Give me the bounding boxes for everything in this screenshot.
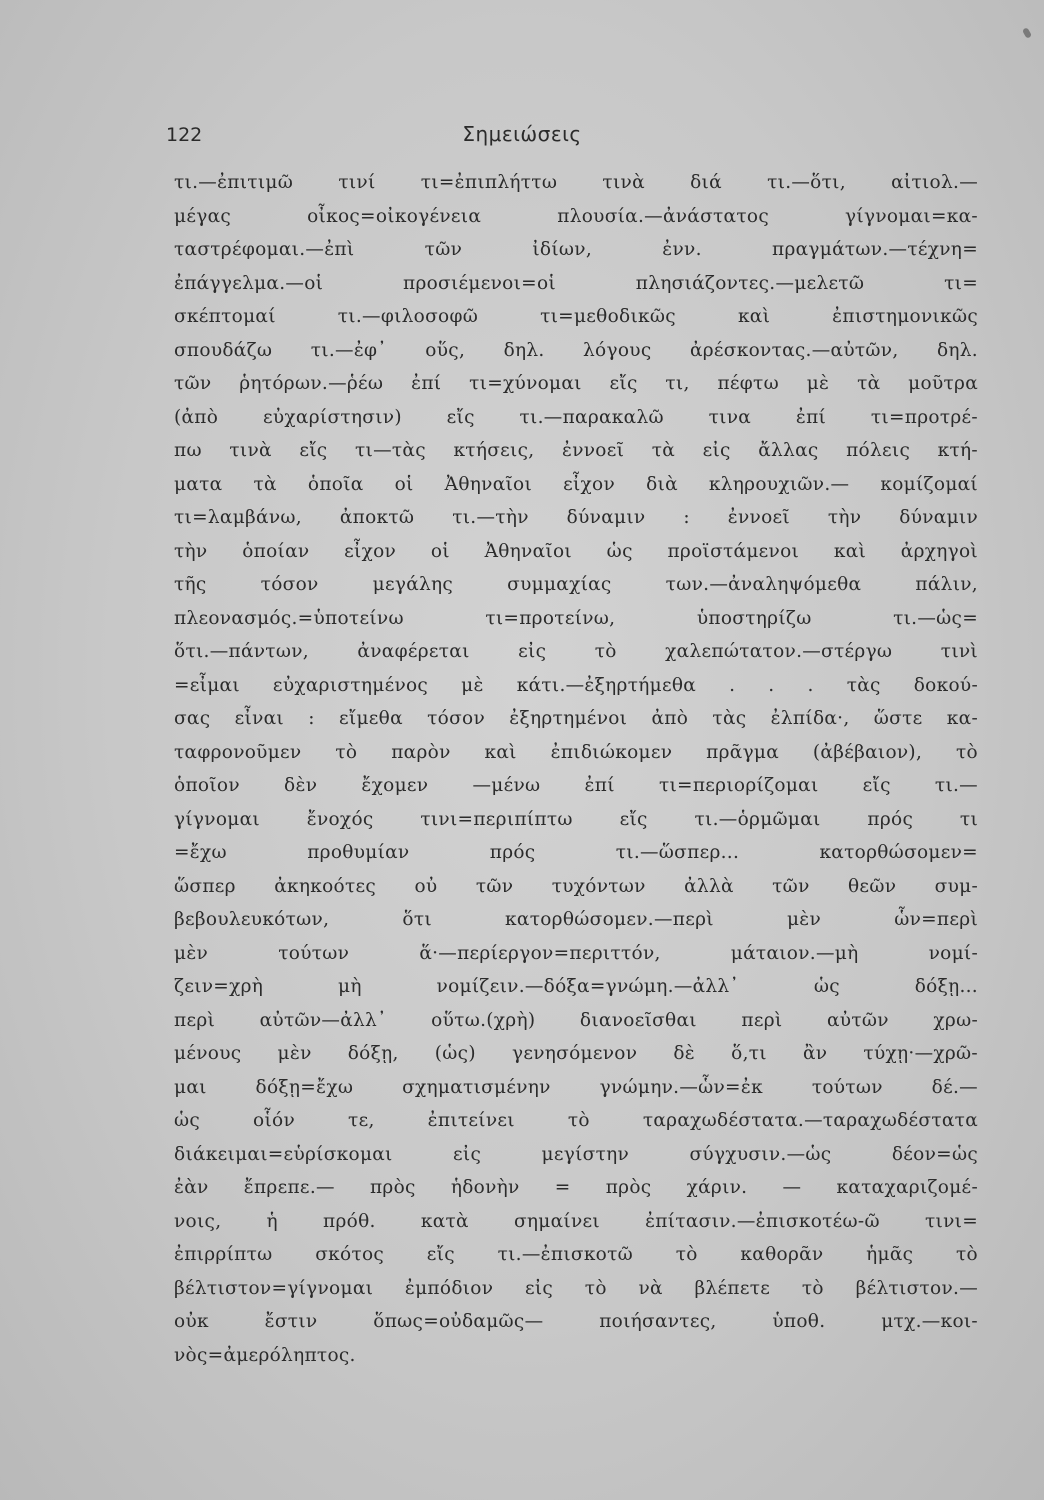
- text-line: =εἶμαι εὐχαριστημένος μὲ κάτι.—ἐξηρτήμεθα . . . τὰς δοκού-: [174, 674, 978, 696]
- text-line: μέγας οἶκος=οἰκογένεια πλουσία.—ἀνάστατος γίγνομαι=κα-: [174, 205, 978, 227]
- text-line: μὲν τούτων ἅ·—περίεργον=περιττόν, μάταιον.—μὴ νομί-: [174, 942, 978, 964]
- text-line: νοις, ἡ πρόθ. κατὰ σημαίνει ἐπίτασιν.—ἐπισκοτέω-ῶ τινι=: [174, 1210, 978, 1232]
- paper-blemish: [1022, 27, 1032, 39]
- text-line: ὡς οἷόν τε, ἐπιτείνει τὸ ταραχωδέστατα.—ταραχωδέστατα: [174, 1110, 978, 1131]
- text-line: ταφρονοῦμεν τὸ παρὸν καὶ ἐπιδιώκομεν πρᾶγμα (ἀβέβαιον), τὸ: [174, 741, 978, 763]
- text-line: ἐὰν ἔπρεπε.— πρὸς ἡδονὴν = πρὸς χάριν. — καταχαριζομέ-: [174, 1177, 978, 1198]
- text-line: μαι δόξῃ=ἔχω σχηματισμένην γνώμην.—ὧν=ἐκ τούτων δέ.—: [174, 1076, 978, 1098]
- text-line: σκέπτομαί τι.—φιλοσοφῶ τι=μεθοδικῶς καὶ ἐπιστημονικῶς: [174, 306, 978, 327]
- text-line: (ἀπὸ εὐχαρίστησιν) εἴς τι.—παρακαλῶ τινα ἐπί τι=προτρέ-: [174, 406, 978, 428]
- text-line: πλεονασμός.=ὑποτείνω τι=προτείνω, ὑποστηρίζω τι.—ὡς=: [174, 607, 978, 629]
- text-line: περὶ αὐτῶν—ἀλλ᾽ οὕτω.(χρὴ) διανοεῖσθαι περὶ αὐτῶν χρω-: [174, 1009, 978, 1031]
- text-line: ἐπάγγελμα.—οἱ προσιέμενοι=οἱ πλησιάζοντες.—μελετῶ τι=: [174, 272, 978, 294]
- text-line: ἐπιρρίπτω σκότος εἴς τι.—ἐπισκοτῶ τὸ καθορᾶν ἡμᾶς τὸ: [174, 1244, 978, 1265]
- text-line: βέλτιστον=γίγνομαι ἐμπόδιον εἰς τὸ νὰ βλέπετε τὸ βέλτιστον.—: [174, 1277, 978, 1299]
- text-line: διάκειμαι=εὑρίσκομαι εἰς μεγίστην σύγχυσιν.—ὡς δέον=ὡς: [174, 1143, 978, 1165]
- page-number: 122: [166, 124, 203, 146]
- text-line: =ἔχω προθυμίαν πρός τι.—ὥσπερ... κατορθώσομεν=: [174, 842, 978, 863]
- running-title: Σημειώσεις: [462, 122, 582, 146]
- text-line: μένους μὲν δόξῃ, (ὡς) γενησόμενον δὲ ὅ,τι ἂν τύχῃ·—χρῶ-: [174, 1043, 978, 1064]
- text-line: ζειν=χρὴ μὴ νομίζειν.—δόξα=γνώμη.—ἀλλ᾽ ὡς δόξῃ...: [174, 976, 978, 997]
- text-line: τῆς τόσον μεγάλης συμμαχίας των.—ἀναληψόμεθα πάλιν,: [174, 574, 978, 595]
- text-line: ὅτι.—πάντων, ἀναφέρεται εἰς τὸ χαλεπώτατον.—στέργω τινὶ: [174, 641, 978, 662]
- text-line: γίγνομαι ἔνοχός τινι=περιπίπτω εἴς τι.—ὁρμῶμαι πρός τι: [174, 808, 978, 830]
- text-line: τι=λαμβάνω, ἀποκτῶ τι.—τὴν δύναμιν : ἐννοεῖ τὴν δύναμιν: [174, 507, 978, 528]
- notes-body: [174, 166, 978, 1372]
- text-line: οὐκ ἔστιν ὅπως=οὐδαμῶς— ποιήσαντες, ὑποθ. μτχ.—κοι-: [174, 1311, 978, 1332]
- text-line: νὸς=ἀμερόληπτος.: [174, 1344, 356, 1366]
- text-line: σπουδάζω τι.—ἐφ᾽ οὕς, δηλ. λόγους ἀρέσκοντας.—αὐτῶν, δηλ.: [174, 339, 978, 361]
- text-line: βεβουλευκότων, ὅτι κατορθώσομεν.—περὶ μὲν ὧν=περὶ: [174, 909, 978, 930]
- text-line: σας εἶναι : εἴμεθα τόσον ἐξηρτημένοι ἀπὸ τὰς ἐλπίδα·, ὥστε κα-: [174, 708, 978, 729]
- text-line: ὥσπερ ἀκηκοότες οὐ τῶν τυχόντων ἀλλὰ τῶν θεῶν συμ-: [174, 875, 978, 897]
- text-line: ματα τὰ ὁποῖα οἱ Ἀθηναῖοι εἶχον διὰ κληρουχιῶν.— κομίζομαί: [174, 473, 978, 495]
- text-line: τὴν ὁποίαν εἶχον οἱ Ἀθηναῖοι ὡς προϊστάμενοι καὶ ἀρχηγοὶ: [174, 540, 978, 562]
- text-line: πω τινὰ εἴς τι—τὰς κτήσεις, ἐννοεῖ τὰ εἰς ἄλλας πόλεις κτή-: [174, 440, 978, 461]
- text-line: ταστρέφομαι.—ἐπὶ τῶν ἰδίων, ἐνν. πραγμάτων.—τέχνη=: [174, 239, 978, 260]
- text-line: τῶν ῥητόρων.—ῥέω ἐπί τι=χύνομαι εἴς τι, πέφτω μὲ τὰ μοῦτρα: [174, 373, 978, 394]
- text-line: ὁποῖον δὲν ἔχομεν —μένω ἐπί τι=περιορίζομαι εἴς τι.—: [174, 775, 978, 796]
- text-line: τι.—ἐπιτιμῶ τινί τι=ἐπιπλήττω τινὰ διά τι.—ὅτι, αἰτιολ.—: [174, 172, 978, 193]
